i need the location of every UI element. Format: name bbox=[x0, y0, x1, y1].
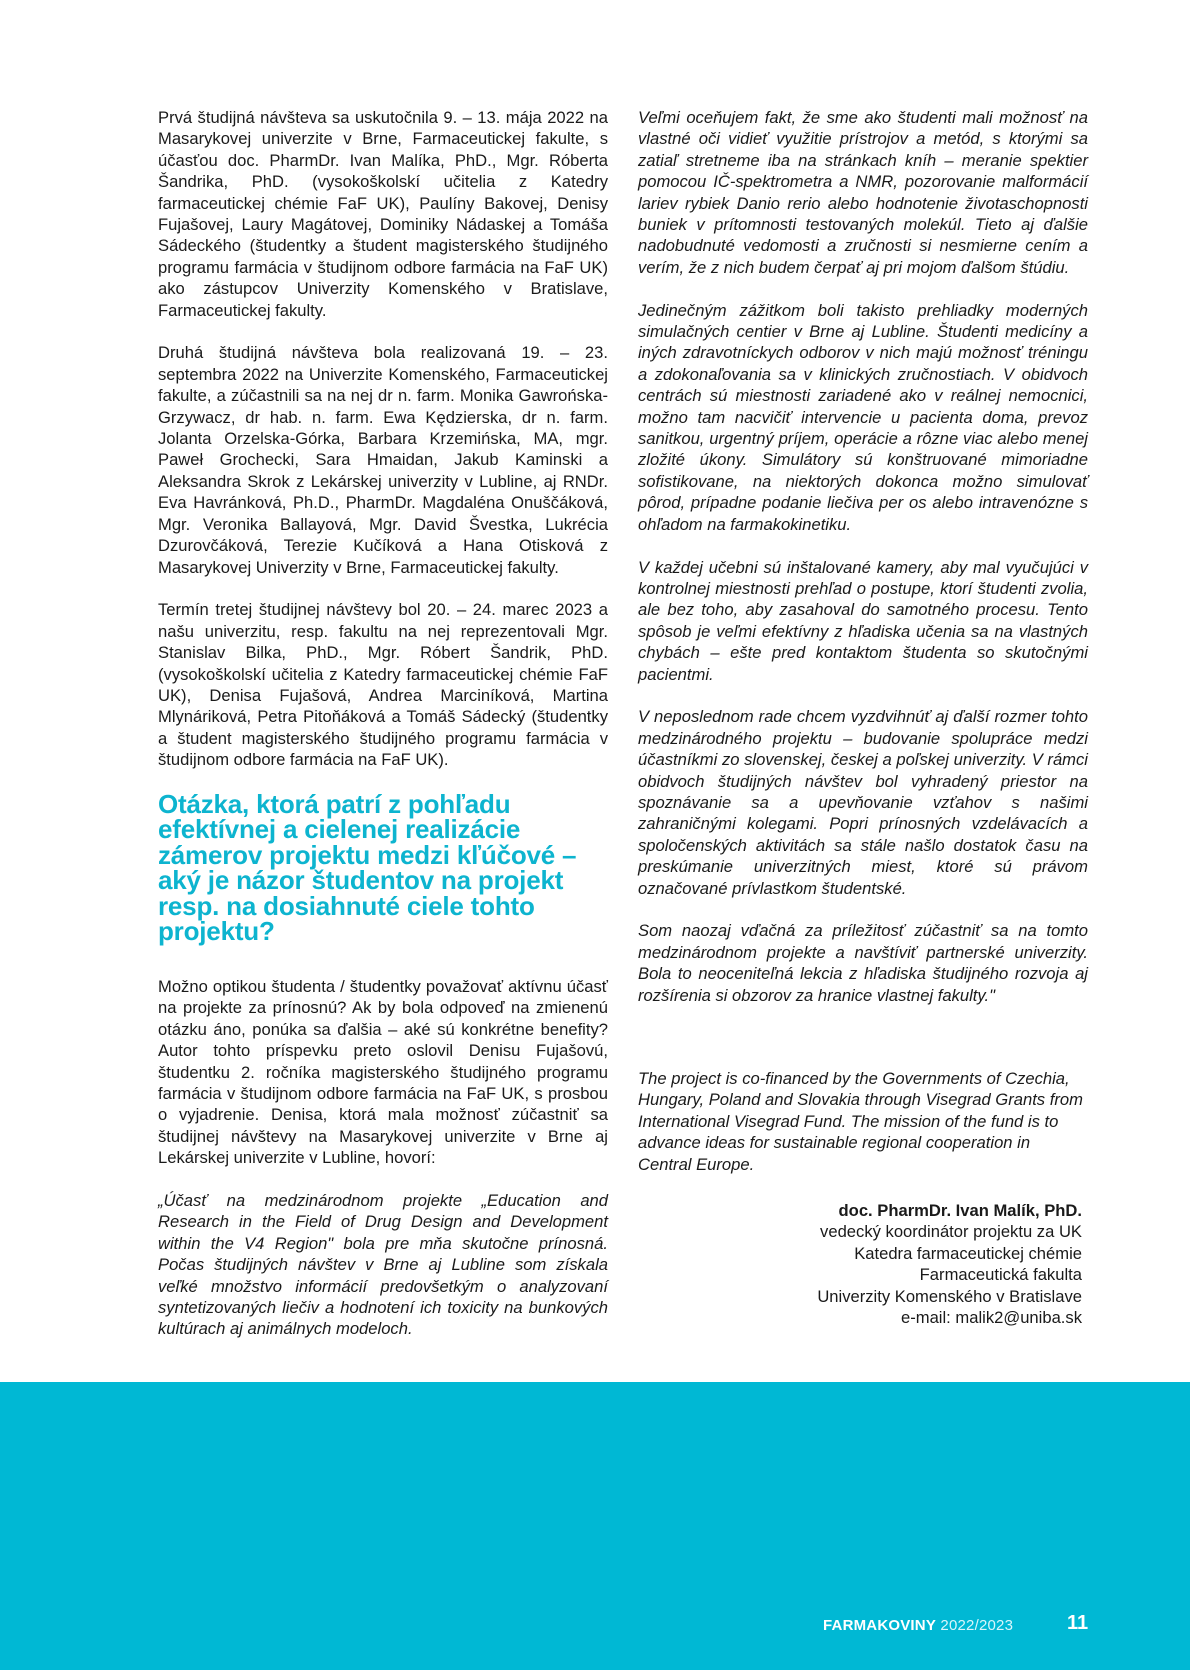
author-department: Katedra farmaceutickej chémie bbox=[854, 1243, 1082, 1263]
author-role: vedecký koordinátor projektu za UK bbox=[820, 1222, 1082, 1242]
section-heading: Otázka, ktorá patrí z pohľadu efektívnej a cielenej realizácie zámerov projektu medzi kľúčové – aký je názor študentov na projekt resp. na dosiahnuté ciele tohto projektu? bbox=[158, 788, 577, 947]
quote-paragraph-3: Jedinečným zážitkom boli takisto prehliadky moderných simulačných centier v Brne aj Lubline. Študenti medicíny a iných zdravotníckych odborov v nich majú možnosť tréningu a zdokonaľovania sa v klinických zručnostiach. V obidvoch centrách sú miestnosti zariadené ako v reálnej nemocnici, možno tam nacvičiť intervencie u pacienta doma, prevoz sanitkou, urgentný príjem, operácie a rôzne viac alebo menej zložité úkony. Simulátory sú konštruované mimoriadne sofistikovane, na niektorých dokonca možno simulovať pôrod, prípadne podanie liečiva per os alebo intravenózne s ohľadom na farmakokinetiku. bbox=[638, 300, 1088, 534]
left-column bbox=[158, 107, 608, 1361]
paragraph-student-question: Možno optikou študenta / študentky považovať aktívnu účasť na projekte za prínosnú? Ak by bola odpoveď na zmienenú otázku áno, ponúka sa ďalšia – aké sú konkrétne benefity? Autor tohto príspevku preto oslovil Denisu Fujašovú, študentku 2. ročníka magisterského študijného programu farmácia v študijnom odbore farmácia na FaF UK, s prosbou o vyjadrenie. Denisa, ktorá mala možnosť zúčastniť sa študijnej návštevy na Masarykovej univerzite v Brne aj Lekárskej univerzite v Lubline, hovorí: bbox=[158, 976, 608, 1168]
quote-paragraph-6: Som naozaj vďačná za príležitosť zúčastniť sa na tomto medzinárodnom projekte a navštíviť partnerské univerzity. Bola to neoceniteľná lekcia z hľadiska študijného rozvoja aj rozšírenia si obzorov za hranice vlastnej fakulty." bbox=[638, 921, 1088, 1005]
paragraph-first-visit: Prvá študijná návšteva sa uskutočnila 9. – 13. mája 2022 na Masarykovej univerzite v Brne, Farmaceutickej fakulte, s účasťou doc. PharmDr. Ivan Malíka, PhD., Mgr. Róberta Šandrika, PhD. (vysokoškolskí učitelia z Katedry farmaceutickej chémie FaF UK), Paulíny Bakovej, Denisy Fujašovej, Laury Magátovej, Dominiky Nádaskej a Tomáša Sádeckého (študentky a študent magisterského študijného programu farmácia v študijnom odbore farmácia na FaF UK) ako zástupcov Univerzity Komenského v Bratislave, Farmaceutickej fakulty. bbox=[158, 108, 608, 320]
funding-note: The project is co-financed by the Governments of Czechia, Hungary, Poland and Slovakia through Visegrad Grants from International Visegrad Fund. The mission of the fund is to advance ideas for sustainable regional cooperation in Central Europe. bbox=[638, 1069, 1083, 1174]
page-number: 11 bbox=[1067, 1612, 1089, 1634]
footer-publication bbox=[823, 1617, 1013, 1634]
quote-paragraph-5: V neposlednom rade chcem vyzdvihnúť aj ďalší rozmer tohto medzinárodného projektu – budovanie spolupráce medzi účastníkmi zo slovenskej, českej a poľskej univerzity. V rámci obidvoch študijných návštev bol vyhradený priestor na spoznávanie sa a upevňovanie vzťahov s našimi zahraničnými kolegami. Popri prínosných vzdelávacích a spoločenských aktivitách sa stále našlo dostatok času na preskúmanie univerzitných miest, ktoré sú právom označované prívlastkom študentské. bbox=[638, 707, 1088, 898]
author-name: doc. PharmDr. Ivan Malík, PhD. bbox=[838, 1201, 1082, 1220]
paragraph-third-visit: Termín tretej študijnej návštevy bol 20. – 24. marec 2023 a našu univerzitu, resp. fakultu na nej reprezentovali Mgr. Stanislav Bilka, PhD., Mgr. Róbert Šandrik, PhD. (vysokoškolskí učitelia z Katedry farmaceutickej chémie FaF UK), Denisa Fujašová, Andrea Marciníková, Martina Mlynáriková, Petra Pitoňáková a Tomáš Sádecký (študentky a študent magisterského študijného programu farmácia v študijnom odbore farmácia na FaF UK). bbox=[158, 600, 608, 770]
quote-paragraph-1: „Účasť na medzinárodnom projekte „Education and Research in the Field of Drug Design and Development within the V4 Region" bola pre mňa skutočne prínosná. Počas študijných návštev v Brne aj Lubline som získala veľké množstvo informácií predovšetkým o analyzovaní syntetizovaných liečiv a hodnotení ich toxicity na bunkových kultúrach aj animálnych modeloch. bbox=[158, 1191, 608, 1339]
quote-paragraph-2: Veľmi oceňujem fakt, že sme ako študenti mali možnosť na vlastné oči vidieť využitie prístrojov a metód, s ktorými sa zatiaľ stretneme iba na stránkach kníh – meranie spektier pomocou IČ-spektrometra a NMR, pozorovanie malformácií lariev rybiek Danio rerio alebo hodnotenie životaschopnosti buniek v prítomnosti testovaných molekúl. Tieto aj ďalšie nadobudnuté vedomosti a zručnosti si nesmierne cením a verím, že z nich budem čerpať aj pri mojom ďalšom štúdiu. bbox=[638, 108, 1088, 277]
footer-brand: FARMAKOVINY bbox=[823, 1617, 937, 1634]
author-faculty: Farmaceutická fakulta bbox=[919, 1265, 1082, 1285]
paragraph-second-visit: Druhá študijná návšteva bola realizovaná 19. – 23. septembra 2022 na Univerzite Komenského, Farmaceutickej fakulte, a zúčastnili sa na nej dr n. farm. Monika Gawrońska-Grzywacz, dr hab. n. farm. Ewa Kędzierska, dr n. farm. Jolanta Orzelska-Górka, Barbara Krzemińska, MA, mgr. Paweł Grochecki, Sara Hmaidan, Jakub Kaminski a Aleksandra Skrok z Lekárskej univerzity v Lubline, aj RNDr. Eva Havránková, Ph.D., PharmDr. Magdaléna Onuščáková, Mgr. Veronika Ballayová, Mgr. David Švestka, Lukrécia Dzurovčáková, Terezie Kučíková a Hana Otisková z Masarykovej Univerzity v Brne, Farmaceutickej fakulty. bbox=[158, 343, 608, 577]
right-column bbox=[638, 107, 1088, 1027]
footer-year: 2022/2023 bbox=[940, 1617, 1014, 1634]
author-university: Univerzity Komenského v Bratislave bbox=[817, 1286, 1082, 1306]
author-email: e-mail: malik2@uniba.sk bbox=[901, 1308, 1082, 1328]
quote-paragraph-4: V každej učebni sú inštalované kamery, aby mal vyučujúci v kontrolnej miestnosti prehľad o postupe, ktorí študenti zvolia, ale bez toho, aby zasahoval do samotného procesu. Tento spôsob je veľmi efektívny z hľadiska učenia sa na vlastných chybách – ešte pred kontaktom študenta so skutočnými pacientmi. bbox=[638, 557, 1088, 684]
author-signature bbox=[817, 1200, 1082, 1328]
